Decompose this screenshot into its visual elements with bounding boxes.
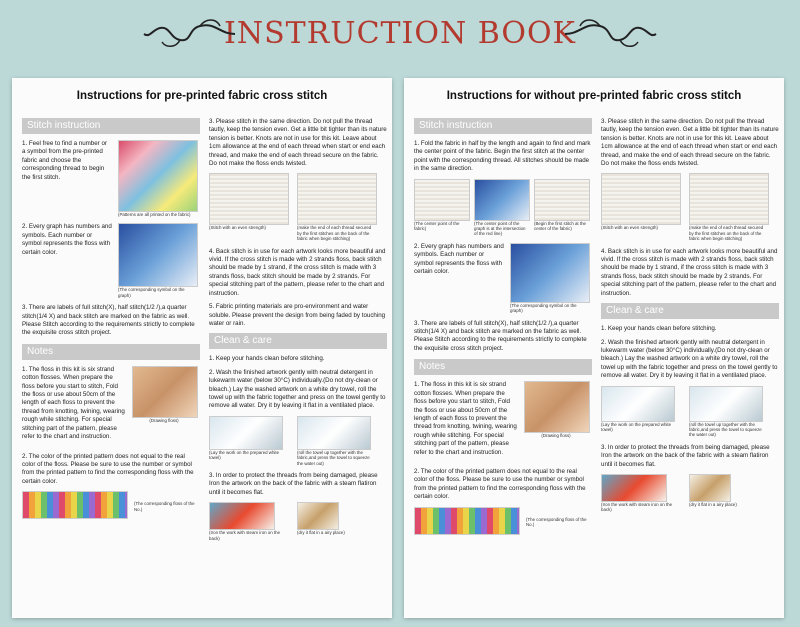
left-wash-images	[209, 416, 387, 466]
left-note-2-caption: (The corresponding floss of the No.)	[134, 501, 195, 512]
left-step-5-text: 5. Fabric printing materials are pro-environment and water soluble. Please prevent the design from being faded by touching water or rain.	[209, 303, 386, 327]
left-column-1	[22, 118, 200, 519]
dry-flat-image	[297, 502, 339, 530]
left-stitch-header: Stitch instruction	[22, 118, 200, 134]
right-roll-towel-image	[689, 386, 763, 422]
right-note-2-text: 2. The color of the printed pattern does not equal to the real color of the floss. Please be sure to use the number or symbol from the printed pattern to find the corresponding floss with the certain color.	[414, 467, 586, 501]
right-iron-images	[601, 474, 779, 513]
left-step-3b-text: 3. Please stitch in the same direction. Do not pull the thread tautly, keep the tension even. Get a little bit tighter than its nature tension is better. Knots are not in use for this kit. Leave about 1cm allowance at the end of each thread when start or end each thread, and make the end of each thread secure on the fabric. Do not make the floss ends twisted.	[209, 118, 387, 168]
right-floss-row	[414, 507, 592, 535]
right-symbol-graph-image	[510, 243, 590, 303]
right-page	[404, 78, 784, 618]
left-care-2-caption-b: (roll the towel up together with the fabric,and press the towel to squeeze the water out)	[297, 449, 370, 466]
left-care-1-text: 1. Keep your hands clean before stitching.	[209, 355, 325, 363]
banner	[0, 0, 800, 66]
towel-image	[209, 416, 283, 450]
left-notes-header: Notes	[22, 344, 200, 360]
left-care-header: Clean & care	[209, 333, 387, 349]
left-floss-row	[22, 491, 200, 519]
left-step-2	[22, 223, 200, 298]
left-step-2-caption: (The corresponding symbol on the graph)	[118, 287, 185, 298]
right-step-3b-caption-a: (Stitch with an even strength)	[601, 225, 658, 231]
right-step-4-text: 4. Back stitch is in use for each artwork looks more beautiful and vivid. If the cross stitch is made with 2 strands floss, back stitch should be made by 1 strand, if the cross stitch is made with 3 strands floss, back stitch should be made by 2 strands. For special stitching part of the pattern, please refer to the chart and instruction.	[601, 247, 778, 297]
right-step-2	[414, 243, 592, 314]
left-note-1	[22, 366, 200, 447]
left-step-3b-caption-a: (Stitch with an even strength)	[209, 225, 266, 231]
left-care-3-caption-b: (dry it flat in a airy place)	[297, 530, 345, 536]
right-stitch-images	[601, 173, 779, 241]
right-care-3-text: 3. In order to protect the threads from being damaged, please Iron the artwork on the back of the fabric with a steam flatiron until it becomes flat.	[601, 443, 770, 468]
graph-center-image	[474, 179, 530, 221]
roll-towel-image	[297, 416, 371, 450]
right-note-1	[414, 381, 592, 462]
right-note-1-text: 1. The floss in this kit is six strand cotton flosses. When prepare the floss before you start to stitch, Fold the floss or use about 50cm of the length of each floss to prevent the thread from knotting, twining, wearing rough while stitching. For special stitching part of the pattern, please refer to the chart and instruction.	[414, 381, 517, 456]
right-dry-flat-image	[689, 474, 731, 502]
right-care-2-caption-a: (Lay the work on the prepared white towel)	[601, 421, 672, 432]
left-column-2	[209, 118, 387, 547]
drawing-floss-image	[132, 366, 198, 418]
left-step-1	[22, 140, 200, 217]
right-step-1-caption-a: (The center point of the fabric)	[414, 220, 460, 232]
left-step-3b-caption-b: (make the end of each thread secured by the first stitches on the back of the fabric when begin stitching)	[297, 225, 372, 242]
left-page-title: Instructions for pre-printed fabric cross stitch	[76, 90, 328, 102]
left-page	[12, 78, 392, 618]
even-strength-image	[209, 173, 289, 225]
left-iron-images	[209, 502, 387, 541]
right-column-1	[414, 118, 592, 535]
thread-end-image	[297, 173, 377, 225]
right-stitch-header: Stitch instruction	[414, 118, 592, 134]
left-care-3-text: 3. In order to protect the threads from being damaged, please Iron the artwork on the back of the fabric with a steam flatiron until it becomes flat.	[209, 471, 378, 496]
left-care-3-caption-a: (Iron the work with steam iron on the back)	[209, 530, 281, 541]
right-step-3b-text: 3. Please stitch in the same direction. Do not pull the thread tautly, keep the tension even. Get a little bit tighter than its nature tension is better. Knots are not in use for this kit. Leave about 1cm allowance at the end of each thread when start or end each thread, and make the end of each thread secure on the fabric. Do not make the floss ends twisted.	[601, 118, 779, 168]
right-center-images	[414, 179, 592, 237]
right-wash-images	[601, 386, 779, 438]
banner-title: INSTRUCTION BOOK	[224, 15, 576, 51]
left-step-1-text: 1. Feel free to find a number or a symbol from the pre-printed fabric and choose the corresponding thread to begin the first stitch.	[22, 140, 107, 181]
right-steam-iron-image	[601, 474, 667, 502]
right-care-3-caption-b: (dry it flat in a airy place)	[689, 501, 737, 507]
symbol-graph-image	[118, 223, 198, 287]
left-note-2-text: 2. The color of the printed pattern does not equal to the real color of the floss. Please be sure to use the number or symbol from the printed pattern to find the corresponding floss with the certain color.	[22, 452, 194, 485]
right-care-3-caption-a: (Iron the work with steam iron on the back)	[601, 501, 673, 513]
right-note-1-caption: (Drawing floss)	[541, 433, 571, 439]
right-flourish-icon	[560, 14, 660, 54]
right-care-header: Clean & care	[601, 303, 779, 319]
right-care-1-text: 1. Keep your hands clean before stitching.	[601, 325, 717, 333]
right-step-3b-caption-b: (make the end of each thread secured by the first stitches on the back of the fabric when begin stitching)	[689, 225, 764, 242]
left-step-3-text: 3. There are labels of full stitch(X), half stitch(1/2 /),a quarter stitch(1/4 X) and back stitch are marked on the fabric as well. Please Stitch according to the requirements strictly to complete the exquisite cross stitch project.	[22, 304, 195, 337]
right-notes-header: Notes	[414, 359, 592, 375]
left-step-2-text: 2. Every graph has numbers and symbols. Each number or symbol represents the floss with certain color.	[22, 223, 112, 256]
right-step-1-caption-b: (The center point of the graph is at the intersection of the red line)	[474, 220, 526, 237]
left-note-1-text: 1. The floss in this kit is six strand cotton flosses. When prepare the floss before you start to stitch, Fold the floss or use about 50cm of the length of each floss to prevent the thread from knotting, twining, wearing rough while stitching. For special stitching part of the pattern, please refer to the chart and instruction.	[22, 365, 125, 441]
right-care-2-caption-b: (roll the towel up together with the fabric,and press the towel to squeeze the water out)	[689, 421, 762, 438]
left-care-2-caption-a: (Lay the work on the prepared white towel)	[209, 449, 280, 461]
right-step-2-text: 2. Every graph has numbers and symbols. Each number or symbol represents the floss with certain color.	[414, 242, 504, 276]
right-care-2-text: 2. Wash the finished artwork gently with neutral detergent in lukewarm water (below 30°C) individually.(Do not dry-clean or bleach.) Lay the washed artwork on a white dry towel, roll the towel up with the fabric together and press on the towel gently to remove all water. Dry it by leaving it flat in a ventilated place.	[601, 338, 778, 380]
fabric-center-image	[414, 179, 470, 221]
left-step-4-text: 4. Back stitch is in use for each artwork looks more beautiful and vivid. If the cross stitch is made with 2 strands floss, back stitch should be made by 1 strand, if the cross stitch is made with 3 strands floss, back stitch should be made by 2 strands. For special stitching part of the pattern, please refer to the chart and instruction.	[209, 247, 386, 297]
right-even-strength-image	[601, 173, 681, 225]
right-step-2-caption: (The corresponding symbol on the graph)	[510, 302, 577, 314]
left-flourish-icon	[140, 14, 240, 54]
right-drawing-floss-image	[524, 381, 590, 433]
right-step-1-caption-c: (Begin the first stitch at the center of the fabric)	[534, 220, 586, 232]
right-page-title: Instructions for without pre-printed fabric cross stitch	[446, 90, 742, 102]
right-floss-colors-image	[414, 507, 520, 535]
left-care-2-text: 2. Wash the finished artwork gently with neutral detergent in lukewarm water (below 30°C) individually.(Do not dry-clean or bleach.) Lay the washed artwork on a white dry towel, roll the towel up with the fabric together and press on the towel gently to remove all water. Dry it by leaving it flat in a ventilated place.	[209, 368, 386, 410]
right-thread-end-image	[689, 173, 769, 225]
right-step-1-text: 1. Fold the fabric in half by the length and again to find and mark the center point of the fabric. Begin the first stitch at the center point with the corresponding thread. All stitches should be made in the same direction.	[414, 140, 591, 173]
pre-printed-pattern-image	[118, 140, 198, 212]
left-note-1-caption: (Drawing floss)	[149, 417, 179, 423]
left-step-1-caption: (Patterns are all printed on the fabric)	[118, 212, 191, 217]
left-stitch-images	[209, 173, 387, 241]
right-note-2-caption: (The corresponding floss of the No.)	[526, 516, 587, 527]
right-towel-image	[601, 386, 675, 422]
floss-colors-image	[22, 491, 128, 519]
first-stitch-image	[534, 179, 590, 221]
steam-iron-image	[209, 502, 275, 530]
right-column-2	[601, 118, 779, 519]
right-step-3-text: 3. There are labels of full stitch(X), half stitch(1/2 /),a quarter stitch(1/4 X) and back stitch are marked on the fabric as well. Please Stitch according to the requirements strictly to complete the exquisite cross stitch project.	[414, 319, 587, 352]
